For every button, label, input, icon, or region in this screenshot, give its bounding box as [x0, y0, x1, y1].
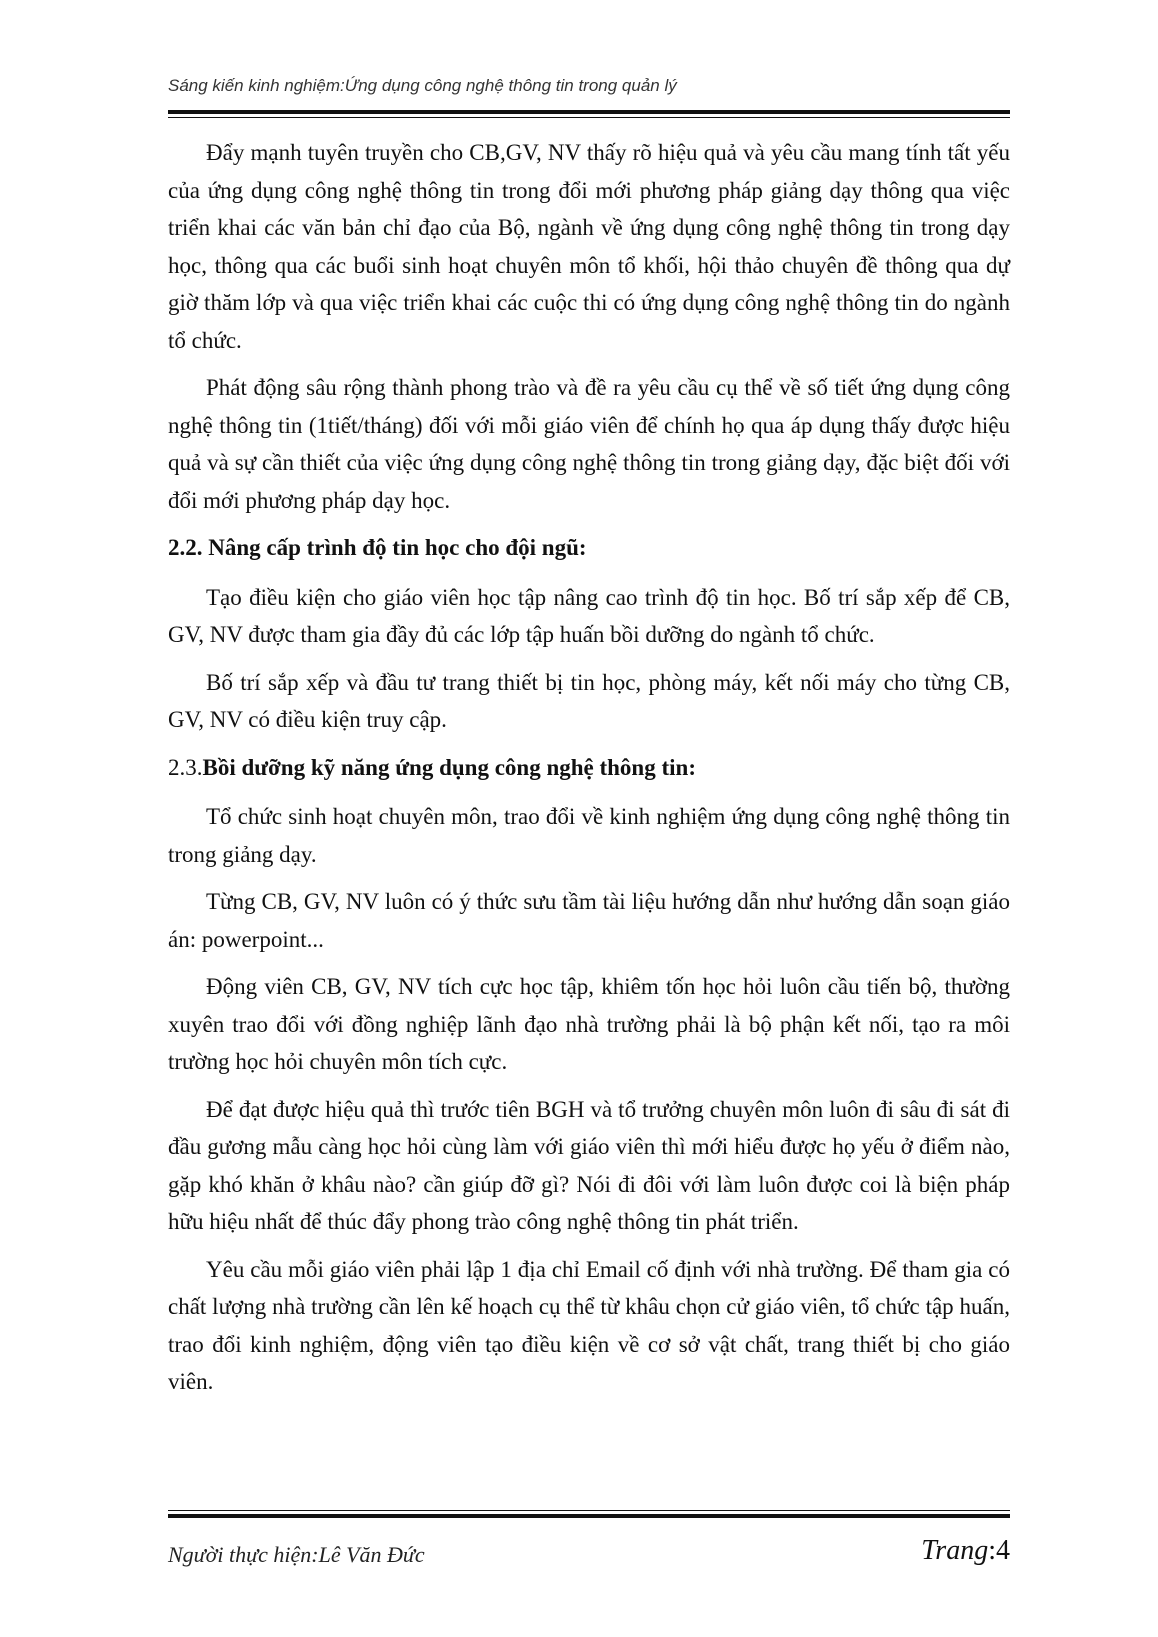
section-number: 2.3.: [168, 754, 203, 780]
page-number: [921, 1535, 1010, 1567]
body-paragraph: Phát động sâu rộng thành phong trào và đề ra yêu cầu cụ thể về số tiết ứng dụng công nghệ thông tin (1tiết/tháng) đối với mỗi giáo viên để chính họ qua áp dụng thấy được hiệu quả và sự cần thiết của việc ứng dụng công nghệ thông tin trong giảng dạy, đặc biệt đối với đổi mới phương pháp dạy học.: [168, 375, 1010, 513]
body-paragraph: Tổ chức sinh hoạt chuyên môn, trao đổi về kinh nghiệm ứng dụng công nghệ thông tin trong giảng dạy.: [168, 804, 1010, 867]
body-paragraph: Để đạt được hiệu quả thì trước tiên BGH và tổ trưởng chuyên môn luôn đi sâu đi sát đi đầu gương mẫu càng học hỏi cùng làm với giáo viên thì mới hiểu được họ yếu ở điểm nào, gặp khó khăn ở khâu nào? cần giúp đỡ gì? Nói đi đôi với làm luôn được coi là biện pháp hữu hiệu nhất để thúc đẩy phong trào công nghệ thông tin phát triển.: [168, 1096, 1010, 1234]
footer-rule-thin: [168, 1510, 1010, 1511]
header-rule-thin: [168, 117, 1010, 118]
page-number-value: 4: [996, 1535, 1010, 1566]
running-header: Sáng kiến kinh nghiệm:Ứng dụng công nghệ thông tin trong quản lý: [168, 76, 677, 95]
header-rule-thick: [168, 110, 1010, 114]
section-title: Bồi dưỡng kỹ năng ứng dụng công nghệ thông tin:: [202, 754, 696, 780]
body-paragraph: Tạo điều kiện cho giáo viên học tập nâng cao trình độ tin học. Bố trí sắp xếp để CB, GV, NV được tham gia đầy đủ các lớp tập huấn bồi dưỡng do ngành tổ chức.: [168, 584, 1010, 647]
body-paragraph: Từng CB, GV, NV luôn có ý thức sưu tầm tài liệu hướng dẫn như hướng dẫn soạn giáo án: powerpoint...: [168, 889, 1010, 952]
page-label: Trang: [921, 1535, 989, 1566]
body-paragraph: Động viên CB, GV, NV tích cực học tập, khiêm tốn học hỏi luôn cầu tiến bộ, thường xuyên trao đổi với đồng nghiệp lãnh đạo nhà trường phải là bộ phận kết nối, tạo ra môi trường học hỏi chuyên môn tích cực.: [168, 974, 1010, 1074]
footer-rule-thick: [168, 1514, 1010, 1518]
body-paragraph: Đẩy mạnh tuyên truyền cho CB,GV, NV thấy rõ hiệu quả và yêu cầu mang tính tất yếu của ứng dụng công nghệ thông tin trong đổi mới phương pháp giảng dạy thông qua việc triển khai các văn bản chỉ đạo của Bộ, ngành về ứng dụng công nghệ thông tin trong dạy học, thông qua các buổi sinh hoạt chuyên môn tổ khối, hội thảo chuyên đề thông qua dự giờ thăm lớp và qua việc triển khai các cuộc thi có ứng dụng công nghệ thông tin do ngành tổ chức.: [168, 140, 1010, 353]
body-paragraph: Yêu cầu mỗi giáo viên phải lập 1 địa chỉ Email cố định với nhà trường. Để tham gia có chất lượng nhà trường cần lên kế hoạch cụ thể từ khâu chọn cử giáo viên, tổ chức tập huấn, trao đổi kinh nghiệm, động viên tạo điều kiện về cơ sở vật chất, trang thiết bị cho giáo viên.: [168, 1256, 1010, 1394]
section-heading-2-2: 2.2. Nâng cấp trình độ tin học cho đội ngũ:: [168, 535, 587, 560]
page-body: [168, 134, 1010, 1411]
page-separator: :: [988, 1535, 996, 1566]
footer-author: Người thực hiện:Lê Văn Đức: [168, 1542, 425, 1567]
body-paragraph: Bố trí sắp xếp và đầu tư trang thiết bị tin học, phòng máy, kết nối máy cho từng CB, GV, NV có điều kiện truy cập.: [168, 669, 1010, 732]
section-heading-2-3: [168, 749, 1010, 787]
